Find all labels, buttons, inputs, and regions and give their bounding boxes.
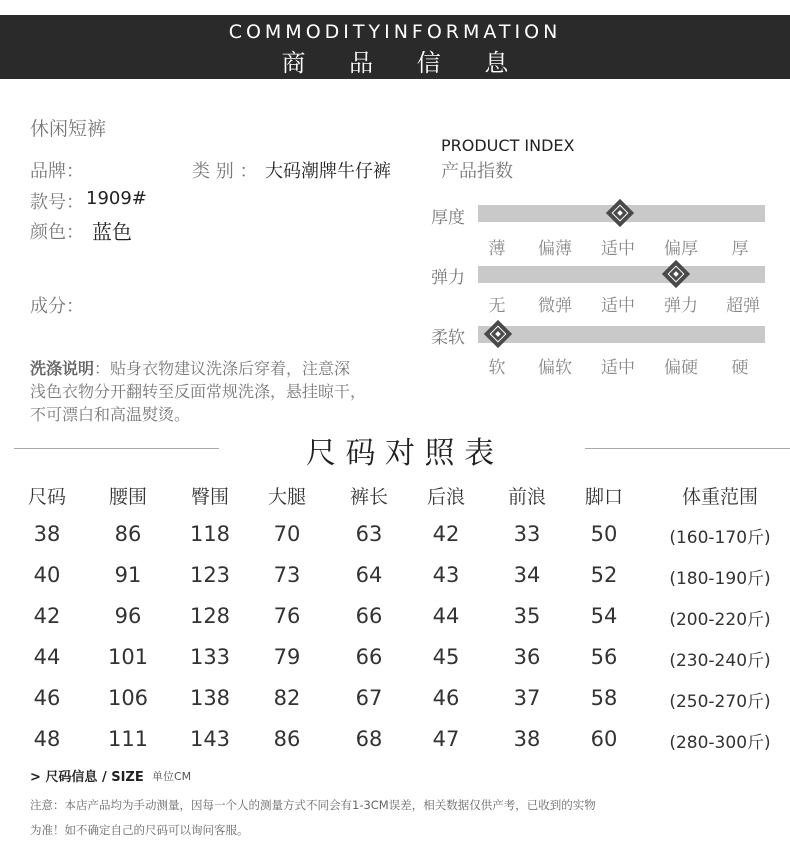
table-cell: 133 bbox=[189, 645, 231, 669]
table-cell: (180-190斤) bbox=[669, 569, 771, 589]
table-cell: 70 bbox=[273, 522, 301, 546]
table-header-cell: 尺码 bbox=[27, 486, 66, 508]
category-value: 大码潮牌牛仔裤 bbox=[265, 161, 391, 182]
table-cell: (160-170斤) bbox=[669, 528, 771, 548]
color-label: 颜色： bbox=[30, 222, 84, 243]
table-cell: (200-220斤) bbox=[669, 610, 771, 630]
wash-line-3: 不可漂白和高温熨烫。 bbox=[30, 405, 191, 424]
table-cell: 46 bbox=[432, 686, 460, 710]
table-cell: 52 bbox=[590, 563, 618, 587]
index-level: 偏软 bbox=[538, 358, 572, 378]
table-cell: 38 bbox=[33, 522, 61, 546]
table-cell: 42 bbox=[432, 522, 460, 546]
table-cell: 58 bbox=[590, 686, 618, 710]
index-bar bbox=[478, 266, 765, 283]
table-cell: (230-240斤) bbox=[669, 651, 771, 671]
index-title-cn: 产品指数 bbox=[441, 161, 513, 182]
composition-label: 成分： bbox=[30, 296, 84, 317]
table-cell: 91 bbox=[114, 563, 142, 587]
table-cell: 86 bbox=[273, 727, 301, 751]
table-header-cell: 裤长 bbox=[349, 486, 388, 508]
table-cell: (250-270斤) bbox=[669, 692, 771, 712]
color-value: 蓝色 bbox=[92, 220, 132, 244]
index-level: 弹力 bbox=[664, 296, 698, 316]
index-level: 超弹 bbox=[726, 296, 760, 316]
table-cell: 34 bbox=[513, 563, 541, 587]
table-cell: 96 bbox=[114, 604, 142, 628]
index-level: 偏厚 bbox=[664, 239, 698, 259]
index-marker-icon bbox=[607, 200, 633, 226]
table-cell: 35 bbox=[513, 604, 541, 628]
table-cell: 111 bbox=[107, 727, 149, 751]
index-level: 薄 bbox=[488, 239, 506, 259]
index-marker-icon bbox=[663, 261, 689, 287]
table-cell: 63 bbox=[355, 522, 383, 546]
table-cell: 138 bbox=[189, 686, 231, 710]
table-cell: 82 bbox=[273, 686, 301, 710]
index-level: 偏硬 bbox=[664, 358, 698, 378]
table-cell: 38 bbox=[513, 727, 541, 751]
size-table-title: 尺 码 对 照 表 bbox=[305, 436, 495, 471]
note-line-1: 注意：本店产品均为手动测量，因每一个人的测量方式不同会有1-3CM误差，相关数据仅供产考，已收到的实物 bbox=[30, 798, 596, 812]
header-title-cn: 商 品 信 息 bbox=[281, 49, 527, 77]
index-title-en: PRODUCT INDEX bbox=[441, 136, 575, 155]
table-cell: 44 bbox=[432, 604, 460, 628]
divider-right bbox=[585, 448, 790, 449]
table-cell: 43 bbox=[432, 563, 460, 587]
index-level: 硬 bbox=[731, 358, 749, 378]
index-level: 适中 bbox=[601, 358, 635, 378]
table-cell: 66 bbox=[355, 604, 383, 628]
wash-label: 洗涤说明 bbox=[30, 359, 95, 378]
table-cell: 45 bbox=[432, 645, 460, 669]
table-cell: 50 bbox=[590, 522, 618, 546]
index-level: 无 bbox=[488, 296, 506, 316]
table-cell: 60 bbox=[590, 727, 618, 751]
table-header-cell: 腰围 bbox=[108, 486, 147, 508]
table-cell: 101 bbox=[107, 645, 149, 669]
table-cell: 66 bbox=[355, 645, 383, 669]
table-header-cell: 前浪 bbox=[507, 486, 546, 508]
table-cell: 42 bbox=[33, 604, 61, 628]
index-level: 适中 bbox=[601, 296, 635, 316]
table-cell: 48 bbox=[33, 727, 61, 751]
model-value: 1909# bbox=[86, 188, 147, 209]
table-header-cell: 脚口 bbox=[584, 486, 623, 508]
note-line-2: 为准！如不确定自己的尺码可以询问客服。 bbox=[30, 823, 249, 837]
divider-left bbox=[14, 448, 219, 449]
index-level: 软 bbox=[488, 358, 506, 378]
table-header-cell: 臀围 bbox=[190, 486, 229, 508]
table-header-cell: 体重范围 bbox=[681, 486, 758, 508]
index-label: 弹力 bbox=[431, 268, 465, 288]
table-cell: (280-300斤) bbox=[669, 733, 771, 753]
index-level: 适中 bbox=[601, 239, 635, 259]
table-cell: 40 bbox=[33, 563, 61, 587]
table-cell: 86 bbox=[114, 522, 142, 546]
wash-instructions bbox=[30, 357, 366, 426]
table-cell: 76 bbox=[273, 604, 301, 628]
index-level: 偏薄 bbox=[538, 239, 572, 259]
table-cell: 64 bbox=[355, 563, 383, 587]
table-header-cell: 后浪 bbox=[426, 486, 465, 508]
wash-line-1: ：贴身衣物建议洗涤后穿着，注意深 bbox=[94, 359, 351, 378]
product-name: 休闲短裤 bbox=[30, 118, 107, 140]
table-cell: 67 bbox=[355, 686, 383, 710]
table-header-cell: 大腿 bbox=[267, 486, 306, 508]
category-label: 类 别 ： bbox=[192, 161, 258, 182]
index-bar bbox=[478, 326, 765, 343]
size-info-label: > 尺码信息 / SIZE bbox=[30, 770, 144, 785]
table-cell: 56 bbox=[590, 645, 618, 669]
table-cell: 79 bbox=[273, 645, 301, 669]
size-unit: 单位CM bbox=[152, 770, 192, 783]
table-cell: 33 bbox=[513, 522, 541, 546]
table-cell: 73 bbox=[273, 563, 301, 587]
model-label: 款号： bbox=[30, 192, 84, 213]
header-banner bbox=[0, 15, 790, 79]
table-cell: 47 bbox=[432, 727, 460, 751]
table-cell: 36 bbox=[513, 645, 541, 669]
table-cell: 44 bbox=[33, 645, 61, 669]
brand-label: 品牌： bbox=[30, 161, 84, 182]
table-cell: 46 bbox=[33, 686, 61, 710]
table-cell: 123 bbox=[189, 563, 231, 587]
index-level: 厚 bbox=[731, 239, 749, 259]
table-cell: 143 bbox=[189, 727, 231, 751]
index-label: 柔软 bbox=[431, 328, 465, 348]
table-cell: 118 bbox=[189, 522, 231, 546]
table-cell: 37 bbox=[513, 686, 541, 710]
index-level: 微弹 bbox=[538, 296, 572, 316]
index-marker-icon bbox=[485, 321, 511, 347]
table-cell: 106 bbox=[107, 686, 149, 710]
table-cell: 54 bbox=[590, 604, 618, 628]
header-title-en: COMMODITYINFORMATION bbox=[228, 21, 562, 43]
index-label: 厚度 bbox=[431, 208, 465, 228]
wash-line-2: 浅色衣物分开翻转至反面常规洗涤，悬挂晾干， bbox=[30, 382, 367, 401]
table-cell: 68 bbox=[355, 727, 383, 751]
table-cell: 128 bbox=[189, 604, 231, 628]
